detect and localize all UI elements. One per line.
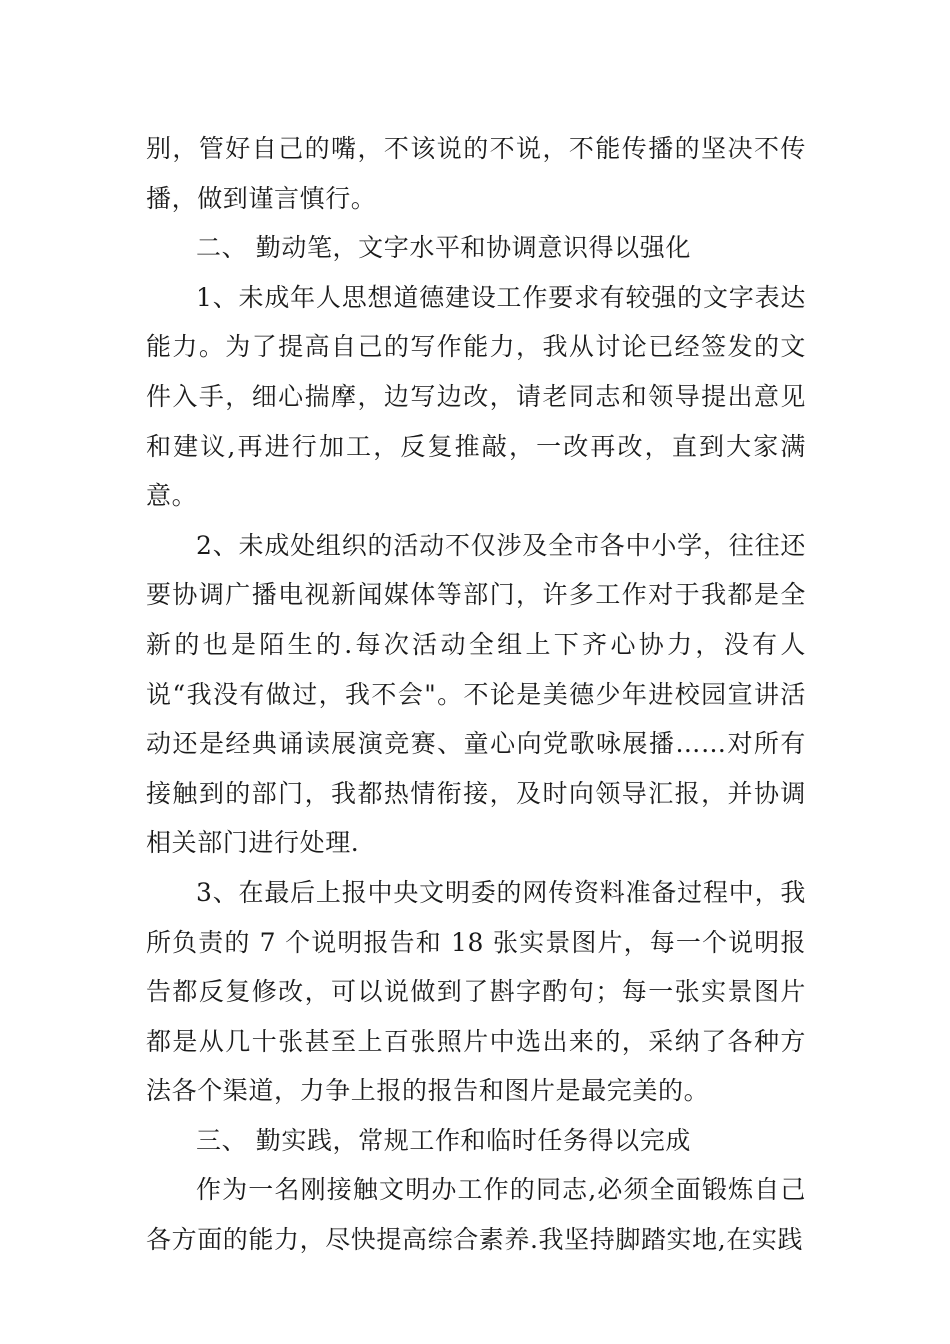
body-paragraph-item-3: 3、在最后上报中央文明委的网传资料准备过程中，我所负责的 7 个说明报告和 18 张实景图片，每一个说明报告都反复修改，可以说做到了斟字酌句；每一张实景图片都是从几十张甚至上百张照片中选出来的，采纳了各种方法各个渠道，力争上报的报告和图片是最完美的。	[146, 877, 806, 1106]
body-paragraph-item-1: 1、未成年人思想道德建设工作要求有较强的文字表达能力。为了提高自己的写作能力，我从讨论已经签发的文件入手，细心揣摩，边写边改，请老同志和领导提出意见和建议,再进行加工，反复推敲，一改再改，直到大家满意。	[146, 282, 806, 511]
document-body	[146, 124, 806, 1265]
section-heading-3: 三、 勤实践，常规工作和临时任务得以完成	[196, 1125, 691, 1155]
body-paragraph-item-2: 2、未成处组织的活动不仅涉及全市各中小学，往往还要协调广播电视新闻媒体等部门，许多工作对于我都是全新的也是陌生的.每次活动全组上下齐心协力，没有人说“我没有做过，我不会"。不论是美德少年进校园宣讲活动还是经典诵读展演竞赛、童心向党歌咏展播……对所有接触到的部门，我都热情衔接，及时向领导汇报，并协调相关部门进行处理.	[146, 530, 806, 858]
body-paragraph-section-3-intro: 作为一名刚接触文明办工作的同志,必须全面锻炼自己各方面的能力，尽快提高综合素养.我坚持脚踏实地,在实践	[146, 1175, 806, 1255]
body-paragraph-continuation: 别，管好自己的嘴，不该说的不说，不能传播的坚决不传播，做到谨言慎行。	[146, 134, 806, 213]
section-heading-2: 二、 勤动笔，文字水平和协调意识得以强化	[196, 233, 691, 263]
